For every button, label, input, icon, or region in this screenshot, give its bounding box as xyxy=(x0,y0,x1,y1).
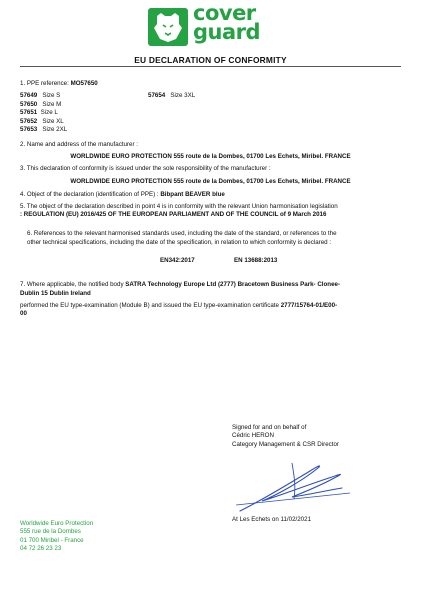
standards-line-1: 6. References to the relevant harmonised standards used, including the date of the standard, or references to the xyxy=(27,230,337,237)
size-item xyxy=(20,101,140,110)
footer-company: Worldwide Euro Protection xyxy=(20,520,94,527)
standards-line-2: other technical specifications, including the date of the specification, in relation to which conformity is declared : xyxy=(27,239,332,246)
size-label: Size L xyxy=(40,109,58,117)
signatory-name: Cédric HERON xyxy=(232,432,274,440)
notified-body-name: SATRA Technology Europe Ltd (2777) Bracetown Business Park- Clonee- xyxy=(125,281,341,288)
signed-on-behalf: Signed for and on behalf of xyxy=(232,424,307,431)
size-code: 57654 xyxy=(148,92,166,99)
certificate-number: 2777/15764-01/E00- xyxy=(280,301,338,309)
standard-en13688: EN 13688:2013 xyxy=(234,257,278,264)
notified-body-address: Dublin 15 Dublin Ireland xyxy=(20,289,91,297)
size-code: 57653 xyxy=(20,126,38,134)
responsibility-label: 3. This declaration of conformity is issued under the sole responsibility of the manufacturer : xyxy=(20,165,271,172)
handwritten-signature xyxy=(232,455,352,515)
size-label: Size M xyxy=(42,100,62,108)
manufacturer-label: 2. Name and address of the manufacturer : xyxy=(20,141,138,148)
notified-body-prefix: 7. Where applicable, the notified body xyxy=(20,281,126,288)
logo-wordmark xyxy=(193,1,261,44)
size-item-extra xyxy=(148,92,195,100)
footer-city: 01 700 Miribel - France xyxy=(20,536,84,544)
ppe-reference xyxy=(20,80,98,88)
footer-address xyxy=(20,520,93,554)
certificate-text: performed the EU type-examination (Module B) and issued the EU type-examination certificate xyxy=(20,301,281,309)
certificate-number-cont: 00 xyxy=(20,310,27,318)
conformity-line-1: 5. The object of the declaration described in point 4 is in conformity with the relevant Union harmonisation legislation xyxy=(20,203,338,210)
title-divider xyxy=(20,66,401,67)
responsibility-address: WORLDWIDE EURO PROTECTION 555 route de la Dombes, 01700 Les Echets, Miribel. FRANCE xyxy=(70,178,351,185)
size-code: 57652 xyxy=(20,117,38,125)
page-title: EU DECLARATION OF CONFORMITY xyxy=(134,55,287,65)
ppe-reference-label: 1. PPE reference: xyxy=(20,80,71,87)
size-code: 57650 xyxy=(20,100,38,108)
size-label: Size XL xyxy=(42,117,64,125)
size-label: Size 2XL xyxy=(42,126,68,134)
conformity-regulation: : REGULATION (EU) 2016/425 OF THE EUROPEAN PARLIAMENT AND OF THE COUNCIL of 9 March 2016 xyxy=(20,211,327,218)
size-item xyxy=(20,126,140,135)
size-item xyxy=(20,92,140,101)
footer-street: 555 rue de la Dombes xyxy=(20,528,81,536)
manufacturer-address: WORLDWIDE EURO PROTECTION 555 route de la Dombes, 01700 Les Echets, Miribel. FRANCE xyxy=(70,153,351,160)
coverguard-logo xyxy=(148,1,288,50)
ppe-reference-value: MO57650 xyxy=(70,80,98,87)
standard-en342: EN342:2017 xyxy=(160,257,195,264)
size-label: Size 3XL xyxy=(170,92,196,99)
size-label: Size S xyxy=(42,92,61,99)
size-code: 57651 xyxy=(20,109,38,117)
size-item xyxy=(20,118,140,127)
signatory-role: Category Management & CSR Director xyxy=(232,440,339,448)
notified-body-line-1 xyxy=(20,281,405,290)
place-and-date: At Les Echets on 11/02/2021 xyxy=(232,516,312,523)
size-list xyxy=(20,92,140,135)
size-code: 57649 xyxy=(20,92,38,99)
logo-line-2: guard xyxy=(193,20,261,44)
logo-line-1: cover xyxy=(193,1,256,25)
footer-phone: 04 72 26 23 23 xyxy=(20,545,62,553)
size-item xyxy=(20,109,140,118)
ppe-object-value: Bibpant BEAVER blue xyxy=(160,191,225,198)
bear-head-icon xyxy=(148,8,188,46)
ppe-object-label: 4. Object of the declaration (identification of PPE) : xyxy=(20,191,161,198)
notified-body xyxy=(20,281,405,319)
signature-block xyxy=(232,424,339,449)
certificate-line xyxy=(20,302,405,311)
ppe-object xyxy=(20,191,225,199)
